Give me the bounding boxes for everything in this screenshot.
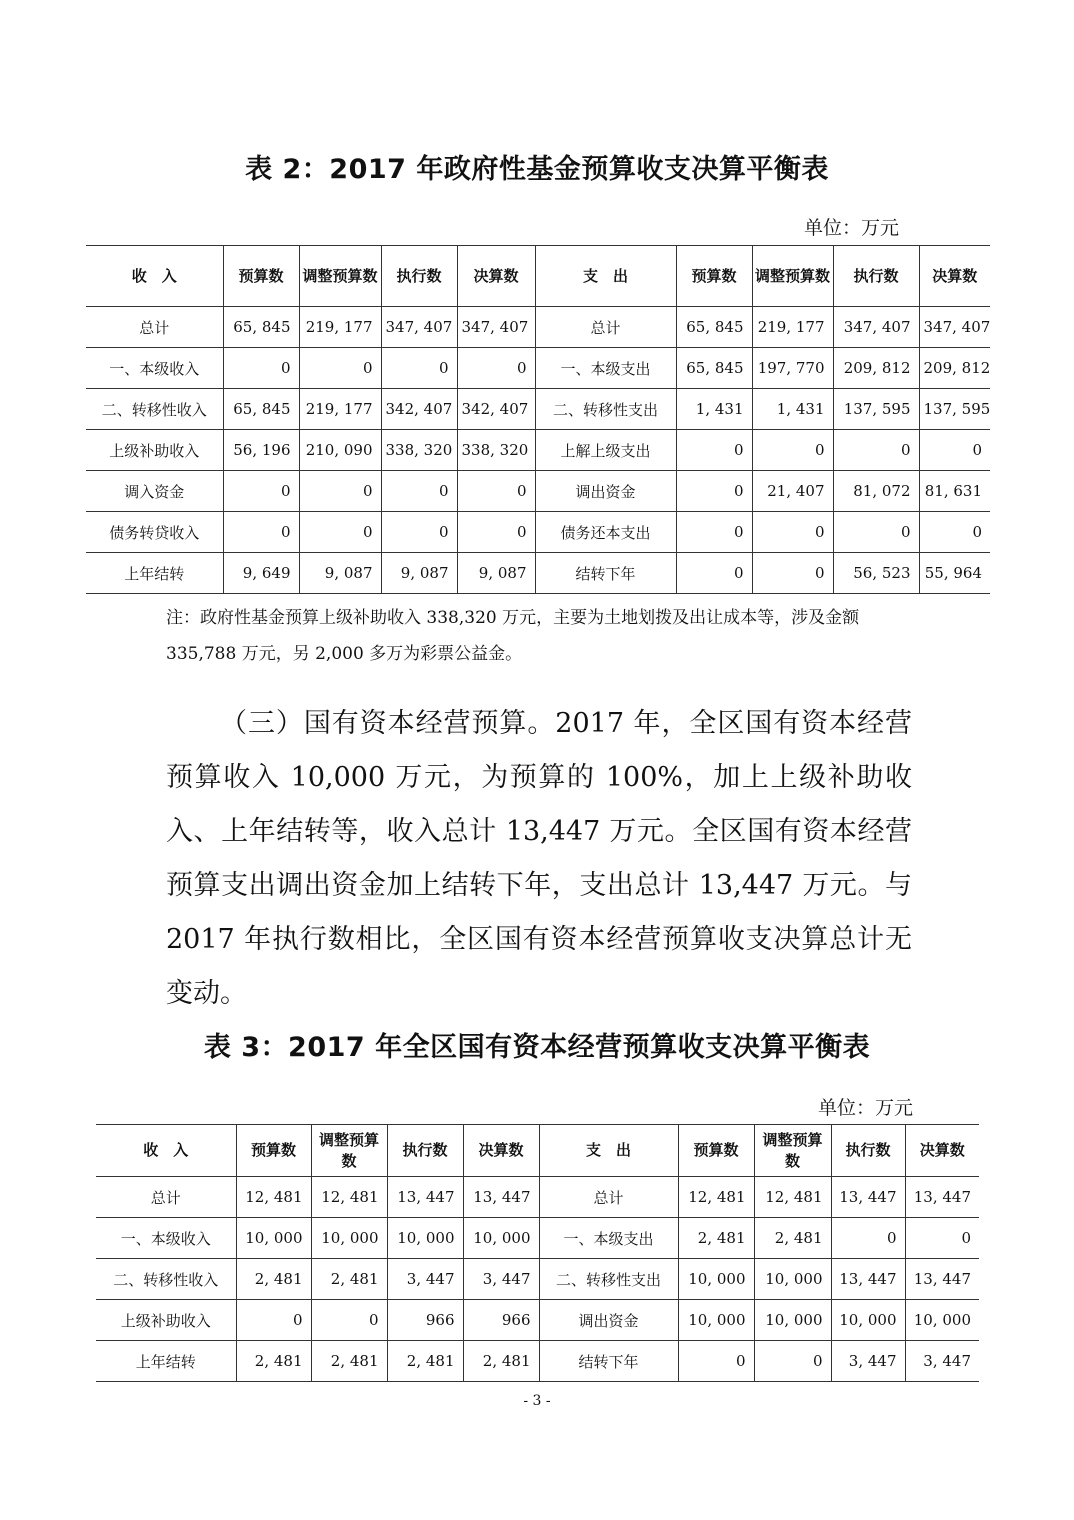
amount-cell: 2, 481 <box>236 1341 311 1382</box>
amount-cell: 0 <box>381 512 457 553</box>
amount-cell: 12, 481 <box>236 1177 311 1218</box>
table-row <box>96 1218 979 1259</box>
amount-cell: 0 <box>381 348 457 389</box>
body-paragraph: （三）国有资本经营预算。2017 年，全区国有资本经营预算收入 10,000 万元，为预算的 100%，加上上级补助收入、上年结转等，收入总计 13,447 万元。全区国有资本经营预算支出调出资金加上结转下年，支出总计 13,447 万元。与 2017 年执行数相比，全区国有资本经营预算收支决算总计无变动。 <box>166 708 912 1009</box>
table-row <box>86 389 990 430</box>
amount-cell: 219, 177 <box>752 307 833 348</box>
header-executed: 执行数 <box>387 1125 463 1177</box>
amount-cell: 81, 631 <box>919 471 990 512</box>
amount-cell: 0 <box>754 1341 831 1382</box>
expense-item-cell: 二、转移性支出 <box>539 1259 678 1300</box>
table-row <box>86 430 990 471</box>
expense-item-cell: 总计 <box>535 307 676 348</box>
table-row <box>96 1341 979 1382</box>
amount-cell: 209, 812 <box>919 348 990 389</box>
amount-cell: 65, 845 <box>223 307 299 348</box>
amount-cell: 13, 447 <box>387 1177 463 1218</box>
amount-cell: 0 <box>919 430 990 471</box>
amount-cell: 219, 177 <box>299 307 381 348</box>
table2-header-row <box>86 246 990 307</box>
table2-note: 注：政府性基金预算上级补助收入 338,320 万元，主要为土地划拨及出让成本等，涉及金额 335,788 万元，另 2,000 多万为彩票公益金。 <box>166 608 860 664</box>
expense-item-cell: 债务还本支出 <box>535 512 676 553</box>
amount-cell: 0 <box>752 512 833 553</box>
header-budget: 预算数 <box>676 246 752 307</box>
amount-cell: 342, 407 <box>381 389 457 430</box>
income-item-cell: 上年结转 <box>96 1341 236 1382</box>
expense-item-cell: 一、本级支出 <box>535 348 676 389</box>
amount-cell: 9, 087 <box>457 553 535 594</box>
amount-cell: 0 <box>676 512 752 553</box>
amount-cell: 210, 090 <box>299 430 381 471</box>
table-row <box>86 348 990 389</box>
amount-cell: 0 <box>311 1300 387 1341</box>
expense-item-cell: 二、转移性支出 <box>535 389 676 430</box>
amount-cell: 1, 431 <box>676 389 752 430</box>
amount-cell: 0 <box>299 348 381 389</box>
amount-cell: 21, 407 <box>752 471 833 512</box>
amount-cell: 10, 000 <box>905 1300 979 1341</box>
income-item-cell: 上级补助收入 <box>96 1300 236 1341</box>
amount-cell: 2, 481 <box>311 1341 387 1382</box>
amount-cell: 65, 845 <box>676 348 752 389</box>
amount-cell: 13, 447 <box>905 1177 979 1218</box>
amount-cell: 0 <box>831 1218 905 1259</box>
amount-cell: 3, 447 <box>463 1259 539 1300</box>
amount-cell: 10, 000 <box>311 1218 387 1259</box>
amount-cell: 338, 320 <box>381 430 457 471</box>
amount-cell: 10, 000 <box>236 1218 311 1259</box>
amount-cell: 1, 431 <box>752 389 833 430</box>
amount-cell: 56, 523 <box>833 553 919 594</box>
table3-unit: 单位：万元 <box>818 1097 914 1119</box>
amount-cell: 0 <box>457 512 535 553</box>
amount-cell: 0 <box>676 430 752 471</box>
header-executed: 执行数 <box>381 246 457 307</box>
income-item-cell: 二、转移性收入 <box>86 389 223 430</box>
amount-cell: 347, 407 <box>381 307 457 348</box>
expense-item-cell: 一、本级支出 <box>539 1218 678 1259</box>
header-adjusted: 调整预算数 <box>299 246 381 307</box>
amount-cell: 197, 770 <box>752 348 833 389</box>
amount-cell: 12, 481 <box>311 1177 387 1218</box>
income-item-cell: 一、本级收入 <box>86 348 223 389</box>
amount-cell: 9, 087 <box>299 553 381 594</box>
expense-item-cell: 调出资金 <box>535 471 676 512</box>
amount-cell: 65, 845 <box>676 307 752 348</box>
amount-cell: 13, 447 <box>831 1177 905 1218</box>
amount-cell: 0 <box>223 512 299 553</box>
amount-cell: 10, 000 <box>387 1218 463 1259</box>
table-row <box>86 471 990 512</box>
header-executed: 执行数 <box>831 1125 905 1177</box>
header-adjusted: 调整预算数 <box>754 1125 831 1177</box>
table3-title: 表 3：2017 年全区国有资本经营预算收支决算平衡表 <box>203 1032 871 1063</box>
amount-cell: 13, 447 <box>905 1259 979 1300</box>
amount-cell: 13, 447 <box>831 1259 905 1300</box>
amount-cell: 209, 812 <box>833 348 919 389</box>
amount-cell: 0 <box>676 471 752 512</box>
amount-cell: 2, 481 <box>463 1341 539 1382</box>
expense-item-cell: 总计 <box>539 1177 678 1218</box>
amount-cell: 0 <box>833 512 919 553</box>
amount-cell: 2, 481 <box>678 1218 754 1259</box>
amount-cell: 137, 595 <box>833 389 919 430</box>
table3-header-row <box>96 1125 979 1177</box>
amount-cell: 55, 964 <box>919 553 990 594</box>
amount-cell: 2, 481 <box>236 1259 311 1300</box>
header-final: 决算数 <box>457 246 535 307</box>
table2 <box>86 245 990 594</box>
expense-item-cell: 结转下年 <box>539 1341 678 1382</box>
table3 <box>96 1124 979 1382</box>
header-adjusted: 调整预算数 <box>752 246 833 307</box>
amount-cell: 0 <box>457 348 535 389</box>
amount-cell: 0 <box>236 1300 311 1341</box>
table2-title: 表 2：2017 年政府性基金预算收支决算平衡表 <box>245 154 829 185</box>
header-budget: 预算数 <box>223 246 299 307</box>
amount-cell: 9, 087 <box>381 553 457 594</box>
header-final: 决算数 <box>905 1125 979 1177</box>
amount-cell: 0 <box>678 1341 754 1382</box>
table-row <box>96 1300 979 1341</box>
amount-cell: 0 <box>223 348 299 389</box>
amount-cell: 3, 447 <box>905 1341 979 1382</box>
header-final: 决算数 <box>463 1125 539 1177</box>
table-row <box>86 512 990 553</box>
table-row <box>86 553 990 594</box>
amount-cell: 966 <box>463 1300 539 1341</box>
amount-cell: 2, 481 <box>754 1218 831 1259</box>
amount-cell: 12, 481 <box>678 1177 754 1218</box>
income-item-cell: 债务转贷收入 <box>86 512 223 553</box>
amount-cell: 347, 407 <box>833 307 919 348</box>
table-row <box>86 307 990 348</box>
amount-cell: 81, 072 <box>833 471 919 512</box>
header-budget: 预算数 <box>236 1125 311 1177</box>
amount-cell: 0 <box>223 471 299 512</box>
income-item-cell: 上年结转 <box>86 553 223 594</box>
amount-cell: 338, 320 <box>457 430 535 471</box>
header-expense: 支 出 <box>535 246 676 307</box>
amount-cell: 3, 447 <box>831 1341 905 1382</box>
income-item-cell: 上级补助收入 <box>86 430 223 471</box>
header-budget: 预算数 <box>678 1125 754 1177</box>
amount-cell: 10, 000 <box>463 1218 539 1259</box>
amount-cell: 2, 481 <box>387 1341 463 1382</box>
amount-cell: 9, 649 <box>223 553 299 594</box>
amount-cell: 12, 481 <box>754 1177 831 1218</box>
amount-cell: 0 <box>919 512 990 553</box>
header-expense: 支 出 <box>539 1125 678 1177</box>
table-row <box>96 1259 979 1300</box>
amount-cell: 10, 000 <box>678 1259 754 1300</box>
income-item-cell: 二、转移性收入 <box>96 1259 236 1300</box>
header-income: 收 入 <box>96 1125 236 1177</box>
amount-cell: 0 <box>833 430 919 471</box>
amount-cell: 3, 447 <box>387 1259 463 1300</box>
header-executed: 执行数 <box>833 246 919 307</box>
income-item-cell: 一、本级收入 <box>96 1218 236 1259</box>
expense-item-cell: 结转下年 <box>535 553 676 594</box>
amount-cell: 2, 481 <box>311 1259 387 1300</box>
amount-cell: 0 <box>299 512 381 553</box>
amount-cell: 10, 000 <box>678 1300 754 1341</box>
amount-cell: 0 <box>676 553 752 594</box>
amount-cell: 0 <box>457 471 535 512</box>
amount-cell: 65, 845 <box>223 389 299 430</box>
expense-item-cell: 调出资金 <box>539 1300 678 1341</box>
amount-cell: 347, 407 <box>919 307 990 348</box>
amount-cell: 137, 595 <box>919 389 990 430</box>
amount-cell: 56, 196 <box>223 430 299 471</box>
amount-cell: 0 <box>905 1218 979 1259</box>
amount-cell: 0 <box>381 471 457 512</box>
amount-cell: 219, 177 <box>299 389 381 430</box>
income-item-cell: 总计 <box>86 307 223 348</box>
amount-cell: 347, 407 <box>457 307 535 348</box>
amount-cell: 10, 000 <box>831 1300 905 1341</box>
amount-cell: 966 <box>387 1300 463 1341</box>
amount-cell: 0 <box>299 471 381 512</box>
amount-cell: 10, 000 <box>754 1300 831 1341</box>
header-final: 决算数 <box>919 246 990 307</box>
table-row <box>96 1177 979 1218</box>
amount-cell: 0 <box>752 553 833 594</box>
income-item-cell: 总计 <box>96 1177 236 1218</box>
page-number: - 3 - <box>523 1393 551 1409</box>
header-income: 收 入 <box>86 246 223 307</box>
amount-cell: 0 <box>752 430 833 471</box>
amount-cell: 10, 000 <box>754 1259 831 1300</box>
amount-cell: 13, 447 <box>463 1177 539 1218</box>
amount-cell: 342, 407 <box>457 389 535 430</box>
header-adjusted: 调整预算数 <box>311 1125 387 1177</box>
income-item-cell: 调入资金 <box>86 471 223 512</box>
expense-item-cell: 上解上级支出 <box>535 430 676 471</box>
table2-unit: 单位：万元 <box>804 217 900 239</box>
